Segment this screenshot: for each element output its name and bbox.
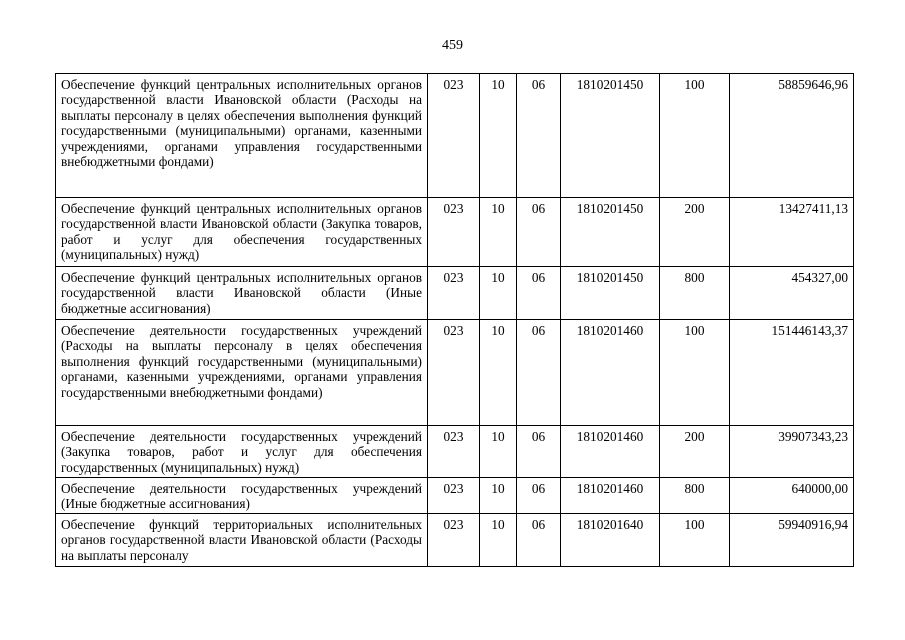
row-expense-type: 200	[660, 198, 730, 267]
row-glava: 023	[428, 198, 480, 267]
row-expense-type: 100	[660, 514, 730, 567]
row-glava: 023	[428, 320, 480, 426]
row-expense-type: 800	[660, 478, 730, 514]
row-podrazdel: 06	[517, 478, 561, 514]
row-glava: 023	[428, 267, 480, 320]
row-description: Обеспечение деятельности государственных учреждений (Закупка товаров, работ и услуг для обеспечения государственных (муниципальных) нужд)	[56, 426, 428, 478]
row-description: Обеспечение функций центральных исполнительных органов государственной власти Ивановской области (Расходы на выплаты персоналу в целях обеспечения выполнения функций государственными (муниципальными) органами, казенными учреждениями, органами управления государственными внебюджетными фондами)	[56, 74, 428, 198]
row-razdel: 10	[480, 514, 517, 567]
row-expense-type: 200	[660, 426, 730, 478]
row-description: Обеспечение деятельности государственных учреждений (Расходы на выплаты персоналу в целях обеспечения выполнения функций государственными (муниципальными) органами, казенными учреждениями, органами управления государственными внебюджетными фондами)	[56, 320, 428, 426]
row-expense-type: 100	[660, 74, 730, 198]
row-glava: 023	[428, 478, 480, 514]
row-podrazdel: 06	[517, 320, 561, 426]
row-podrazdel: 06	[517, 198, 561, 267]
row-glava: 023	[428, 74, 480, 198]
row-podrazdel: 06	[517, 514, 561, 567]
row-podrazdel: 06	[517, 267, 561, 320]
row-amount: 59940916,94	[730, 514, 854, 567]
row-description: Обеспечение деятельности государственных учреждений (Иные бюджетные ассигнования)	[56, 478, 428, 514]
table-row	[56, 426, 854, 478]
row-amount: 39907343,23	[730, 426, 854, 478]
row-razdel: 10	[480, 198, 517, 267]
table-row	[56, 267, 854, 320]
table-row	[56, 514, 854, 567]
table-row	[56, 478, 854, 514]
row-razdel: 10	[480, 478, 517, 514]
row-amount: 454327,00	[730, 267, 854, 320]
budget-table	[55, 73, 854, 567]
table-row	[56, 74, 854, 198]
row-glava: 023	[428, 514, 480, 567]
row-description: Обеспечение функций центральных исполнительных органов государственной власти Ивановской области (Иные бюджетные ассигнования)	[56, 267, 428, 320]
table-row	[56, 198, 854, 267]
row-description: Обеспечение функций территориальных исполнительных органов государственной власти Ивановской области (Расходы на выплаты персоналу	[56, 514, 428, 567]
row-target-article: 1810201450	[561, 198, 660, 267]
row-target-article: 1810201450	[561, 267, 660, 320]
row-razdel: 10	[480, 74, 517, 198]
row-amount: 151446143,37	[730, 320, 854, 426]
row-amount: 640000,00	[730, 478, 854, 514]
row-target-article: 1810201460	[561, 426, 660, 478]
row-glava: 023	[428, 426, 480, 478]
row-razdel: 10	[480, 320, 517, 426]
row-amount: 13427411,13	[730, 198, 854, 267]
row-target-article: 1810201450	[561, 74, 660, 198]
row-podrazdel: 06	[517, 426, 561, 478]
page-number: 459	[442, 38, 463, 53]
row-amount: 58859646,96	[730, 74, 854, 198]
row-expense-type: 100	[660, 320, 730, 426]
row-description: Обеспечение функций центральных исполнительных органов государственной власти Ивановской области (Закупка товаров, работ и услуг для обеспечения государственных (муниципальных) нужд)	[56, 198, 428, 267]
row-razdel: 10	[480, 426, 517, 478]
row-podrazdel: 06	[517, 74, 561, 198]
row-target-article: 1810201640	[561, 514, 660, 567]
table-row	[56, 320, 854, 426]
row-target-article: 1810201460	[561, 320, 660, 426]
row-razdel: 10	[480, 267, 517, 320]
row-target-article: 1810201460	[561, 478, 660, 514]
row-expense-type: 800	[660, 267, 730, 320]
